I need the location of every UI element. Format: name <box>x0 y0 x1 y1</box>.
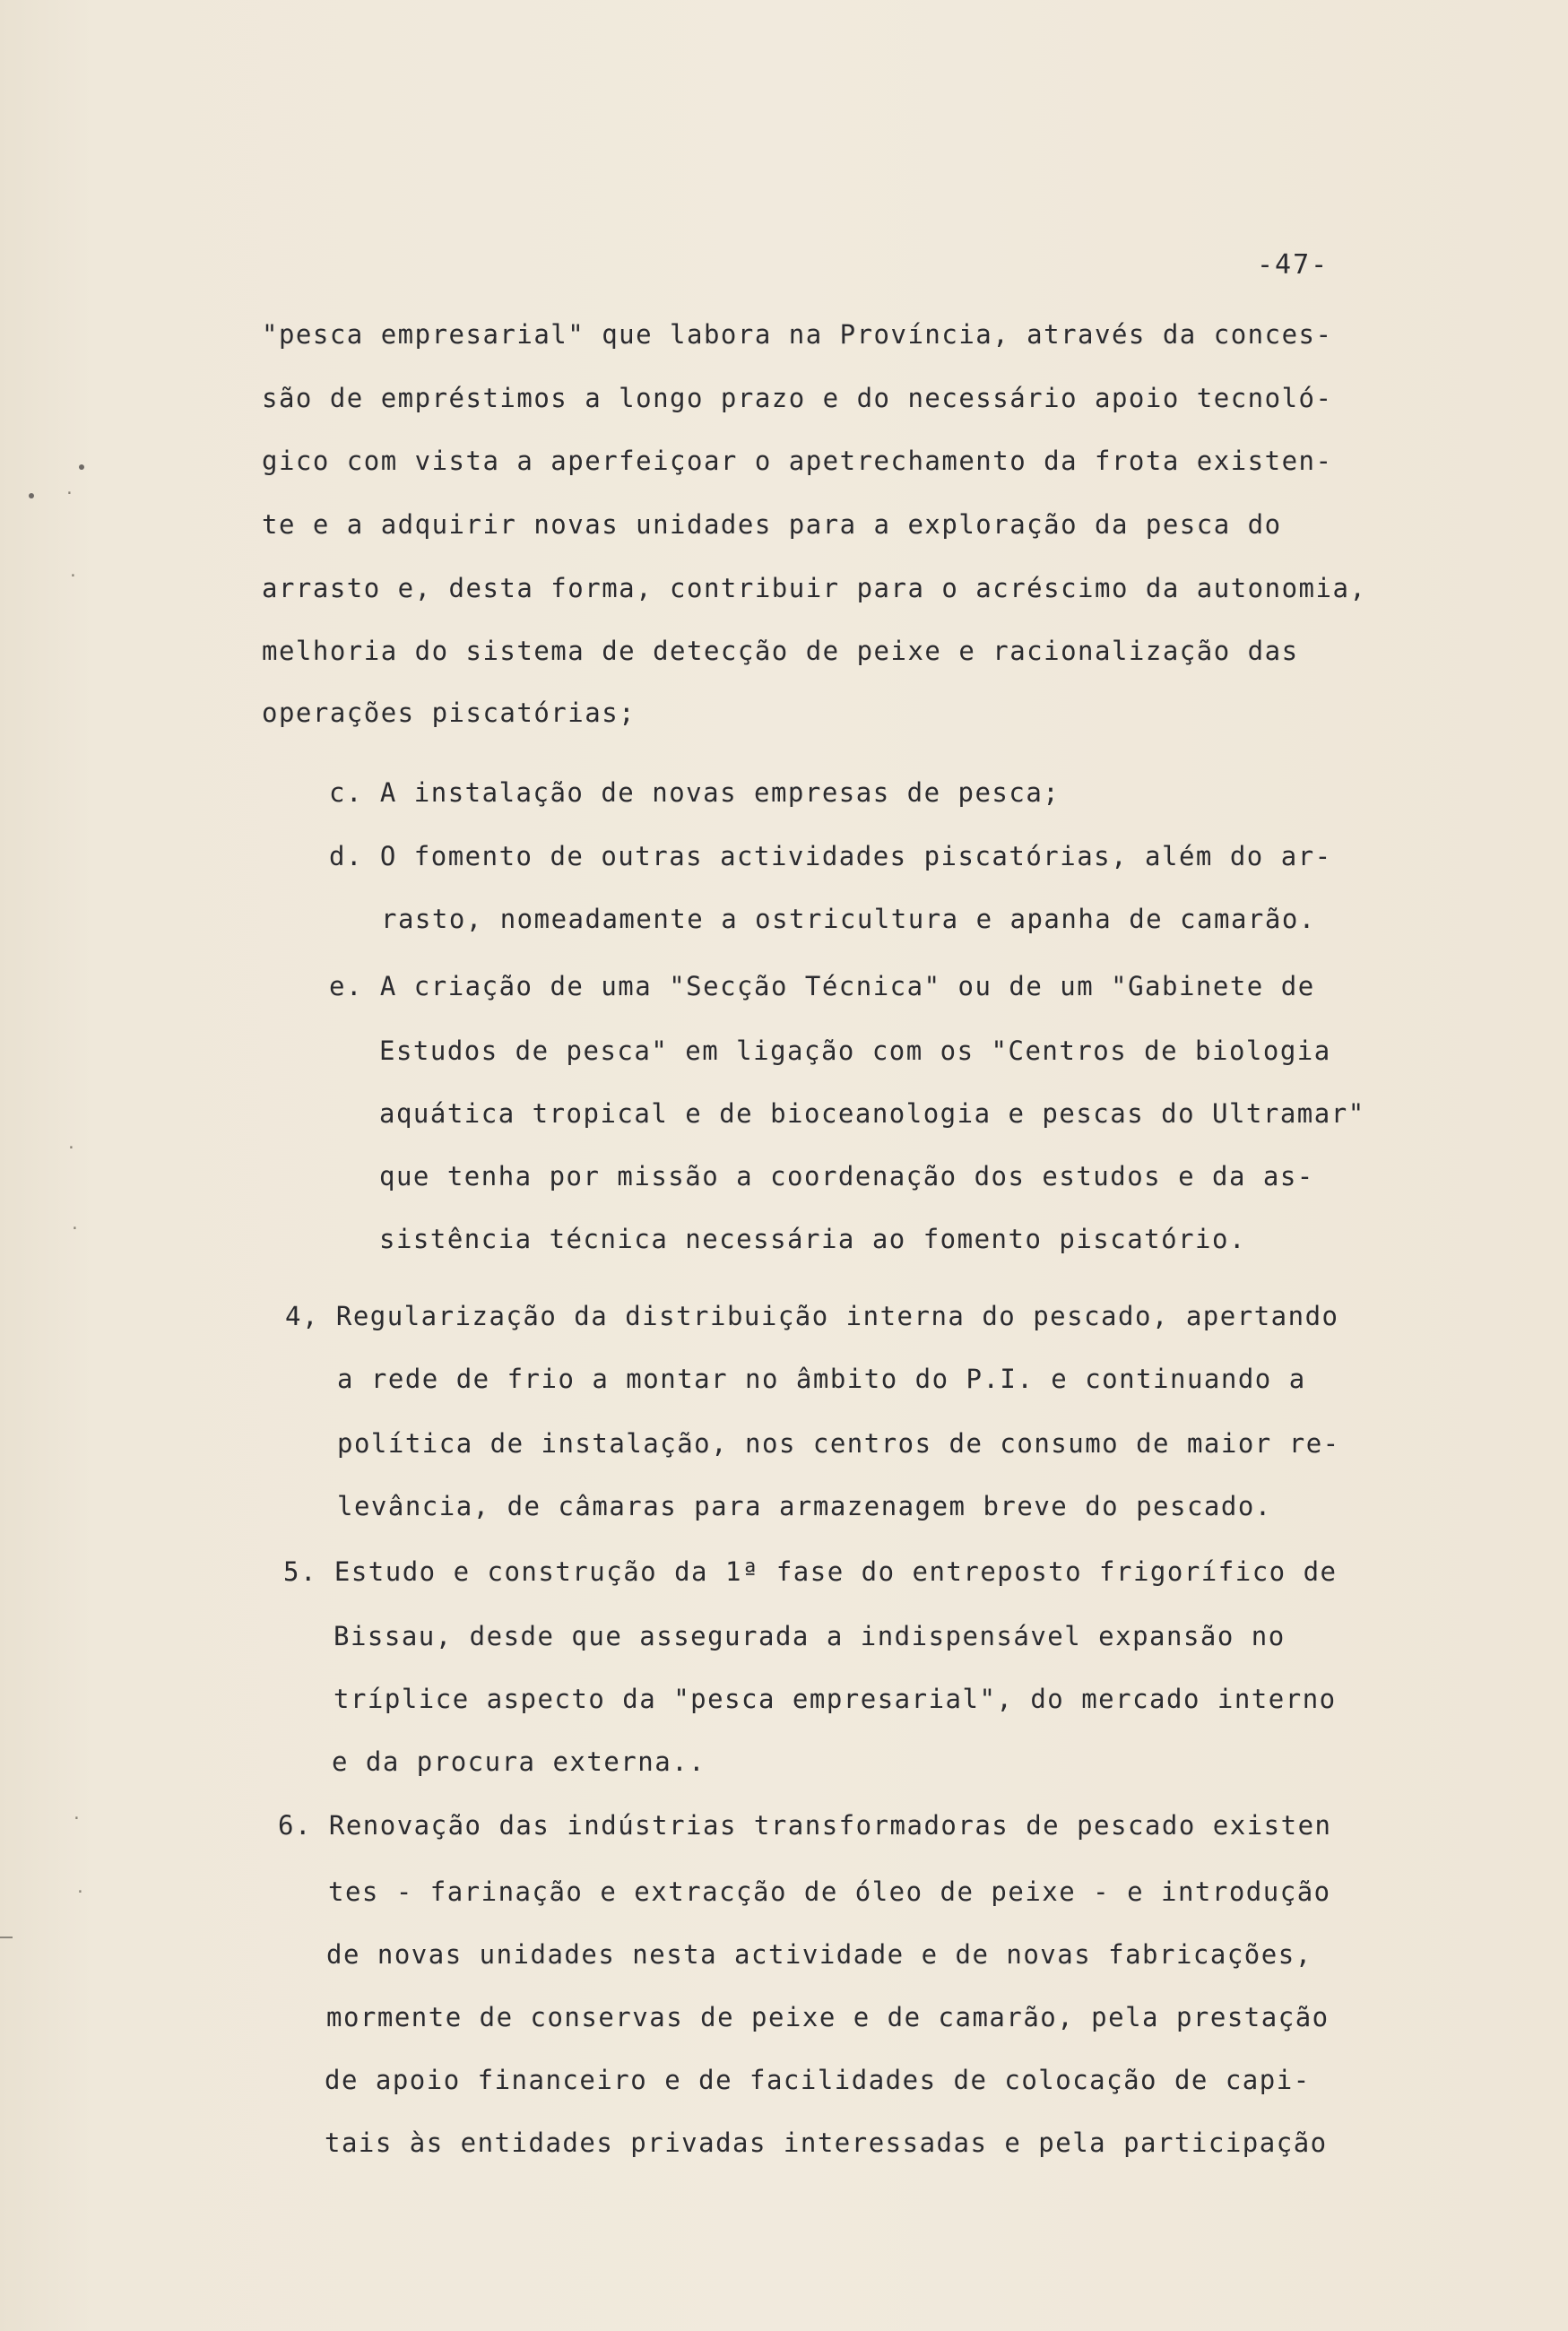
list-item-4: 4, Regularização da distribuição interna do pescado, apertando <box>285 1301 1339 1331</box>
margin-smudge: · <box>65 484 74 503</box>
punch-hole-mark <box>29 493 34 498</box>
list-item-c: c. A instalação de novas empresas de pesca; <box>329 777 1061 808</box>
list-item-4-continued: levância, de câmaras para armazenagem breve do pescado. <box>337 1491 1272 1521</box>
list-item-5-continued: Bissau, desde que assegurada a indispensável expansão no <box>334 1621 1286 1651</box>
text-line: operações piscatórias; <box>262 698 637 728</box>
list-item-5-continued: tríplice aspecto da "pesca empresarial", do mercado interno <box>334 1684 1337 1714</box>
margin-smudge: · <box>72 1809 82 1828</box>
margin-rule <box>0 1937 13 1938</box>
margin-smudge: · <box>66 1139 76 1157</box>
list-item-e: e. A criação de uma "Secção Técnica" ou de um "Gabinete de <box>329 971 1315 1001</box>
list-item-d: d. O fomento de outras actividades piscatórias, além do ar- <box>329 841 1332 871</box>
text-line: arrasto e, desta forma, contribuir para o acréscimo da autonomia, <box>262 573 1367 603</box>
list-item-d-continued: rasto, nomeadamente a ostricultura e apanha de camarão. <box>381 904 1316 934</box>
punch-hole-mark <box>79 464 84 470</box>
list-item-e-continued: aquática tropical e de bioceanologia e pescas do Ultramar" <box>379 1098 1365 1129</box>
list-item-6-continued: de apoio financeiro e de facilidades de colocação de capi- <box>325 2065 1311 2095</box>
list-item-e-continued: sistência técnica necessária ao fomento piscatório. <box>379 1224 1246 1254</box>
list-item-6-continued: de novas unidades nesta actividade e de novas fabricações, <box>326 1939 1312 1970</box>
list-item-6-continued: tais às entidades privadas interessadas e pela participação <box>325 2127 1328 2158</box>
text-line: são de empréstimos a longo prazo e do necessário apoio tecnoló- <box>262 383 1333 413</box>
margin-smudge: · <box>68 567 78 585</box>
text-line: melhoria do sistema de detecção de peixe e racionalização das <box>262 636 1299 666</box>
list-item-4-continued: a rede de frio a montar no âmbito do P.I. e continuando a <box>337 1364 1306 1394</box>
margin-smudge: · <box>75 1883 85 1902</box>
margin-smudge: · <box>70 1219 80 1238</box>
list-item-4-continued: política de instalação, nos centros de consumo de maior re- <box>337 1428 1340 1459</box>
page-number: -47- <box>1257 249 1330 281</box>
list-item-6-continued: mormente de conservas de peixe e de camarão, pela prestação <box>326 2002 1330 2032</box>
list-item-5: 5. Estudo e construção da 1ª fase do entreposto frigorífico de <box>283 1556 1338 1587</box>
list-item-e-continued: Estudos de pesca" em ligação com os "Centros de biologia <box>379 1036 1331 1066</box>
list-item-e-continued: que tenha por missão a coordenação dos estudos e da as- <box>379 1161 1314 1191</box>
list-item-6-continued: tes - farinação e extracção de óleo de peixe - e introdução <box>328 1876 1331 1907</box>
text-line: gico com vista a aperfeiçoar o apetrechamento da frota existen- <box>262 446 1333 476</box>
list-item-6: 6. Renovação das indústrias transformadoras de pescado existen <box>278 1810 1332 1841</box>
list-item-5-continued: e da procura externa.. <box>332 1746 706 1777</box>
text-line: te e a adquirir novas unidades para a exploração da pesca do <box>262 509 1282 540</box>
text-line: "pesca empresarial" que labora na Província, através da conces- <box>262 319 1333 350</box>
